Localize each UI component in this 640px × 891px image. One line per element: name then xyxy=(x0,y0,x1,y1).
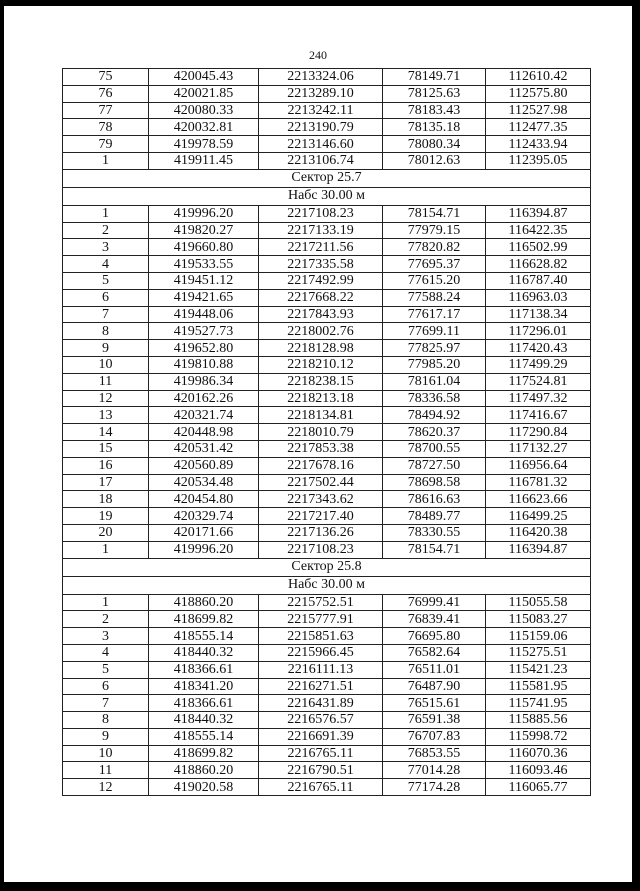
table-row xyxy=(63,474,591,491)
table-cell: 116963.03 xyxy=(486,289,591,306)
table-cell: 117138.34 xyxy=(486,306,591,323)
table-cell: 420032.81 xyxy=(149,119,259,136)
table-cell: 76853.55 xyxy=(383,745,486,762)
table-cell: 2213106.74 xyxy=(259,152,383,169)
table-cell: 77615.20 xyxy=(383,272,486,289)
table-cell: 20 xyxy=(63,524,149,541)
table-cell: 9 xyxy=(63,728,149,745)
table-cell: 78727.50 xyxy=(383,457,486,474)
table-cell: 9 xyxy=(63,340,149,357)
table-cell: 76515.61 xyxy=(383,695,486,712)
table-cell: 419533.55 xyxy=(149,256,259,273)
table-cell: 112477.35 xyxy=(486,119,591,136)
table-row xyxy=(63,508,591,525)
section-title: Сектор 25.7 xyxy=(63,169,591,187)
table-cell: 77174.28 xyxy=(383,779,486,796)
section-subtitle-row xyxy=(63,576,591,594)
table-row xyxy=(63,407,591,424)
table-cell: 418555.14 xyxy=(149,728,259,745)
table-cell: 2216765.11 xyxy=(259,779,383,796)
table-cell: 117290.84 xyxy=(486,424,591,441)
table-cell: 10 xyxy=(63,745,149,762)
coordinates-table xyxy=(62,68,591,796)
table-cell: 2217133.19 xyxy=(259,222,383,239)
table-cell: 116781.32 xyxy=(486,474,591,491)
table-cell: 78330.55 xyxy=(383,524,486,541)
table-cell: 115275.51 xyxy=(486,644,591,661)
table-row xyxy=(63,779,591,796)
table-row xyxy=(63,69,591,86)
table-cell: 75 xyxy=(63,69,149,86)
table-row xyxy=(63,340,591,357)
table-cell: 117296.01 xyxy=(486,323,591,340)
table-cell: 78620.37 xyxy=(383,424,486,441)
table-cell: 1 xyxy=(63,205,149,222)
table-cell: 116420.38 xyxy=(486,524,591,541)
table-row xyxy=(63,541,591,558)
table-row xyxy=(63,628,591,645)
table-cell: 418555.14 xyxy=(149,628,259,645)
table-cell: 7 xyxy=(63,695,149,712)
table-cell: 2213324.06 xyxy=(259,69,383,86)
table-cell: 78149.71 xyxy=(383,69,486,86)
table-row xyxy=(63,256,591,273)
table-row xyxy=(63,457,591,474)
table-cell: 115741.95 xyxy=(486,695,591,712)
table-cell: 419448.06 xyxy=(149,306,259,323)
table-cell: 2217668.22 xyxy=(259,289,383,306)
table-cell: 1 xyxy=(63,594,149,611)
table-cell: 13 xyxy=(63,407,149,424)
table-row xyxy=(63,695,591,712)
table-cell: 418366.61 xyxy=(149,695,259,712)
table-cell: 77695.37 xyxy=(383,256,486,273)
table-cell: 115885.56 xyxy=(486,712,591,729)
table-cell: 1 xyxy=(63,541,149,558)
table-cell: 420560.89 xyxy=(149,457,259,474)
table-cell: 420021.85 xyxy=(149,85,259,102)
table-cell: 117524.81 xyxy=(486,373,591,390)
table-cell: 116394.87 xyxy=(486,205,591,222)
table-row xyxy=(63,222,591,239)
table-cell: 115083.27 xyxy=(486,611,591,628)
table-row xyxy=(63,373,591,390)
table-row xyxy=(63,728,591,745)
table-cell: 112395.05 xyxy=(486,152,591,169)
table-cell: 2216431.89 xyxy=(259,695,383,712)
table-cell: 2218238.15 xyxy=(259,373,383,390)
table-cell: 2218128.98 xyxy=(259,340,383,357)
table-cell: 418440.32 xyxy=(149,644,259,661)
table-cell: 2216790.51 xyxy=(259,762,383,779)
table-cell: 2217136.26 xyxy=(259,524,383,541)
table-cell: 79 xyxy=(63,136,149,153)
table-cell: 420321.74 xyxy=(149,407,259,424)
table-cell: 5 xyxy=(63,272,149,289)
table-cell: 418699.82 xyxy=(149,611,259,628)
table-row xyxy=(63,491,591,508)
table-cell: 115998.72 xyxy=(486,728,591,745)
table-cell: 115421.23 xyxy=(486,661,591,678)
table-cell: 2216111.13 xyxy=(259,661,383,678)
table-cell: 116394.87 xyxy=(486,541,591,558)
table-row xyxy=(63,762,591,779)
table-cell: 420045.43 xyxy=(149,69,259,86)
table-cell: 117416.67 xyxy=(486,407,591,424)
table-cell: 2213190.79 xyxy=(259,119,383,136)
table-cell: 78080.34 xyxy=(383,136,486,153)
table-cell: 420171.66 xyxy=(149,524,259,541)
table-row xyxy=(63,745,591,762)
table-cell: 10 xyxy=(63,356,149,373)
table-cell: 116502.99 xyxy=(486,239,591,256)
table-cell: 2 xyxy=(63,222,149,239)
table-cell: 112610.42 xyxy=(486,69,591,86)
table-cell: 78183.43 xyxy=(383,102,486,119)
table-row xyxy=(63,239,591,256)
table-cell: 2215966.45 xyxy=(259,644,383,661)
table-cell: 2217492.99 xyxy=(259,272,383,289)
table-cell: 2216765.11 xyxy=(259,745,383,762)
table-row xyxy=(63,390,591,407)
table-cell: 2217217.40 xyxy=(259,508,383,525)
table-row xyxy=(63,85,591,102)
table-cell: 78494.92 xyxy=(383,407,486,424)
table-cell: 6 xyxy=(63,289,149,306)
table-row xyxy=(63,272,591,289)
table-cell: 116070.36 xyxy=(486,745,591,762)
table-cell: 2217843.93 xyxy=(259,306,383,323)
table-cell: 2215851.63 xyxy=(259,628,383,645)
table-cell: 420534.48 xyxy=(149,474,259,491)
table-cell: 19 xyxy=(63,508,149,525)
table-row xyxy=(63,323,591,340)
section-title: Сектор 25.8 xyxy=(63,558,591,576)
table-cell: 2217108.23 xyxy=(259,205,383,222)
table-cell: 418366.61 xyxy=(149,661,259,678)
table-row xyxy=(63,289,591,306)
table-cell: 77979.15 xyxy=(383,222,486,239)
table-cell: 2218213.18 xyxy=(259,390,383,407)
document-page xyxy=(4,6,632,882)
section-title-row xyxy=(63,558,591,576)
table-row xyxy=(63,644,591,661)
table-cell: 419451.12 xyxy=(149,272,259,289)
table-cell: 78125.63 xyxy=(383,85,486,102)
table-cell: 76582.64 xyxy=(383,644,486,661)
table-cell: 112527.98 xyxy=(486,102,591,119)
table-cell: 8 xyxy=(63,712,149,729)
table-cell: 77617.17 xyxy=(383,306,486,323)
table-row xyxy=(63,712,591,729)
table-cell: 2217211.56 xyxy=(259,239,383,256)
table-cell: 77699.11 xyxy=(383,323,486,340)
table-cell: 420329.74 xyxy=(149,508,259,525)
table-cell: 4 xyxy=(63,644,149,661)
table-cell: 78161.04 xyxy=(383,373,486,390)
table-cell: 5 xyxy=(63,661,149,678)
table-cell: 78489.77 xyxy=(383,508,486,525)
table-cell: 17 xyxy=(63,474,149,491)
table-cell: 115581.95 xyxy=(486,678,591,695)
table-cell: 2217335.58 xyxy=(259,256,383,273)
table-cell: 419652.80 xyxy=(149,340,259,357)
table-cell: 419660.80 xyxy=(149,239,259,256)
table-row xyxy=(63,524,591,541)
table-cell: 76707.83 xyxy=(383,728,486,745)
table-cell: 419978.59 xyxy=(149,136,259,153)
table-cell: 77985.20 xyxy=(383,356,486,373)
table-cell: 78698.58 xyxy=(383,474,486,491)
table-cell: 12 xyxy=(63,390,149,407)
section-subtitle: Набс 30.00 м xyxy=(63,576,591,594)
table-cell: 418440.32 xyxy=(149,712,259,729)
table-cell: 76487.90 xyxy=(383,678,486,695)
table-cell: 2215752.51 xyxy=(259,594,383,611)
table-row xyxy=(63,661,591,678)
coordinates-table-body xyxy=(63,69,591,796)
page-number: 240 xyxy=(309,48,327,62)
table-cell: 11 xyxy=(63,373,149,390)
table-cell: 115159.06 xyxy=(486,628,591,645)
table-cell: 4 xyxy=(63,256,149,273)
table-row xyxy=(63,594,591,611)
table-cell: 16 xyxy=(63,457,149,474)
table-cell: 14 xyxy=(63,424,149,441)
table-row xyxy=(63,440,591,457)
table-cell: 419996.20 xyxy=(149,541,259,558)
table-cell: 420448.98 xyxy=(149,424,259,441)
table-cell: 116093.46 xyxy=(486,762,591,779)
table-cell: 78154.71 xyxy=(383,541,486,558)
table-cell: 420531.42 xyxy=(149,440,259,457)
table-cell: 78700.55 xyxy=(383,440,486,457)
table-cell: 2216271.51 xyxy=(259,678,383,695)
table-row xyxy=(63,205,591,222)
table-cell: 419996.20 xyxy=(149,205,259,222)
table-row xyxy=(63,611,591,628)
table-cell: 77014.28 xyxy=(383,762,486,779)
table-cell: 76999.41 xyxy=(383,594,486,611)
table-row xyxy=(63,356,591,373)
table-cell: 116787.40 xyxy=(486,272,591,289)
table-cell: 117497.32 xyxy=(486,390,591,407)
table-cell: 77825.97 xyxy=(383,340,486,357)
table-cell: 6 xyxy=(63,678,149,695)
table-cell: 419527.73 xyxy=(149,323,259,340)
table-cell: 419820.27 xyxy=(149,222,259,239)
table-cell: 2218002.76 xyxy=(259,323,383,340)
table-cell: 3 xyxy=(63,628,149,645)
table-cell: 2218010.79 xyxy=(259,424,383,441)
table-cell: 2216576.57 xyxy=(259,712,383,729)
table-cell: 11 xyxy=(63,762,149,779)
table-cell: 418860.20 xyxy=(149,762,259,779)
table-cell: 2 xyxy=(63,611,149,628)
table-cell: 3 xyxy=(63,239,149,256)
table-cell: 76591.38 xyxy=(383,712,486,729)
table-cell: 420454.80 xyxy=(149,491,259,508)
table-cell: 419421.65 xyxy=(149,289,259,306)
table-cell: 117420.43 xyxy=(486,340,591,357)
table-row xyxy=(63,152,591,169)
table-cell: 2213146.60 xyxy=(259,136,383,153)
table-cell: 1 xyxy=(63,152,149,169)
table-cell: 18 xyxy=(63,491,149,508)
table-cell: 419986.34 xyxy=(149,373,259,390)
table-cell: 77820.82 xyxy=(383,239,486,256)
table-cell: 76 xyxy=(63,85,149,102)
table-row xyxy=(63,306,591,323)
table-cell: 78616.63 xyxy=(383,491,486,508)
table-row xyxy=(63,102,591,119)
table-cell: 115055.58 xyxy=(486,594,591,611)
table-cell: 76839.41 xyxy=(383,611,486,628)
table-cell: 419810.88 xyxy=(149,356,259,373)
table-cell: 419020.58 xyxy=(149,779,259,796)
table-row xyxy=(63,424,591,441)
table-cell: 2217853.38 xyxy=(259,440,383,457)
table-cell: 112433.94 xyxy=(486,136,591,153)
section-title-row xyxy=(63,169,591,187)
section-subtitle: Набс 30.00 м xyxy=(63,187,591,205)
table-cell: 2215777.91 xyxy=(259,611,383,628)
table-cell: 116422.35 xyxy=(486,222,591,239)
table-cell: 77 xyxy=(63,102,149,119)
table-cell: 116065.77 xyxy=(486,779,591,796)
table-cell: 78 xyxy=(63,119,149,136)
section-subtitle-row xyxy=(63,187,591,205)
table-cell: 2213242.11 xyxy=(259,102,383,119)
table-cell: 76511.01 xyxy=(383,661,486,678)
table-cell: 77588.24 xyxy=(383,289,486,306)
table-cell: 419911.45 xyxy=(149,152,259,169)
table-cell: 116499.25 xyxy=(486,508,591,525)
table-cell: 78336.58 xyxy=(383,390,486,407)
table-cell: 78154.71 xyxy=(383,205,486,222)
table-cell: 7 xyxy=(63,306,149,323)
table-cell: 2217108.23 xyxy=(259,541,383,558)
table-cell: 15 xyxy=(63,440,149,457)
table-cell: 2218210.12 xyxy=(259,356,383,373)
table-cell: 2217343.62 xyxy=(259,491,383,508)
table-row xyxy=(63,136,591,153)
table-row xyxy=(63,119,591,136)
table-cell: 116628.82 xyxy=(486,256,591,273)
table-cell: 78135.18 xyxy=(383,119,486,136)
table-cell: 2213289.10 xyxy=(259,85,383,102)
table-cell: 8 xyxy=(63,323,149,340)
table-cell: 2218134.81 xyxy=(259,407,383,424)
table-cell: 2216691.39 xyxy=(259,728,383,745)
table-cell: 12 xyxy=(63,779,149,796)
table-cell: 418860.20 xyxy=(149,594,259,611)
table-cell: 116623.66 xyxy=(486,491,591,508)
table-cell: 418341.20 xyxy=(149,678,259,695)
table-cell: 116956.64 xyxy=(486,457,591,474)
table-cell: 117499.29 xyxy=(486,356,591,373)
table-cell: 2217502.44 xyxy=(259,474,383,491)
table-row xyxy=(63,678,591,695)
table-cell: 112575.80 xyxy=(486,85,591,102)
table-cell: 76695.80 xyxy=(383,628,486,645)
table-cell: 420162.26 xyxy=(149,390,259,407)
table-cell: 2217678.16 xyxy=(259,457,383,474)
table-cell: 418699.82 xyxy=(149,745,259,762)
table-cell: 117132.27 xyxy=(486,440,591,457)
table-cell: 420080.33 xyxy=(149,102,259,119)
table-cell: 78012.63 xyxy=(383,152,486,169)
